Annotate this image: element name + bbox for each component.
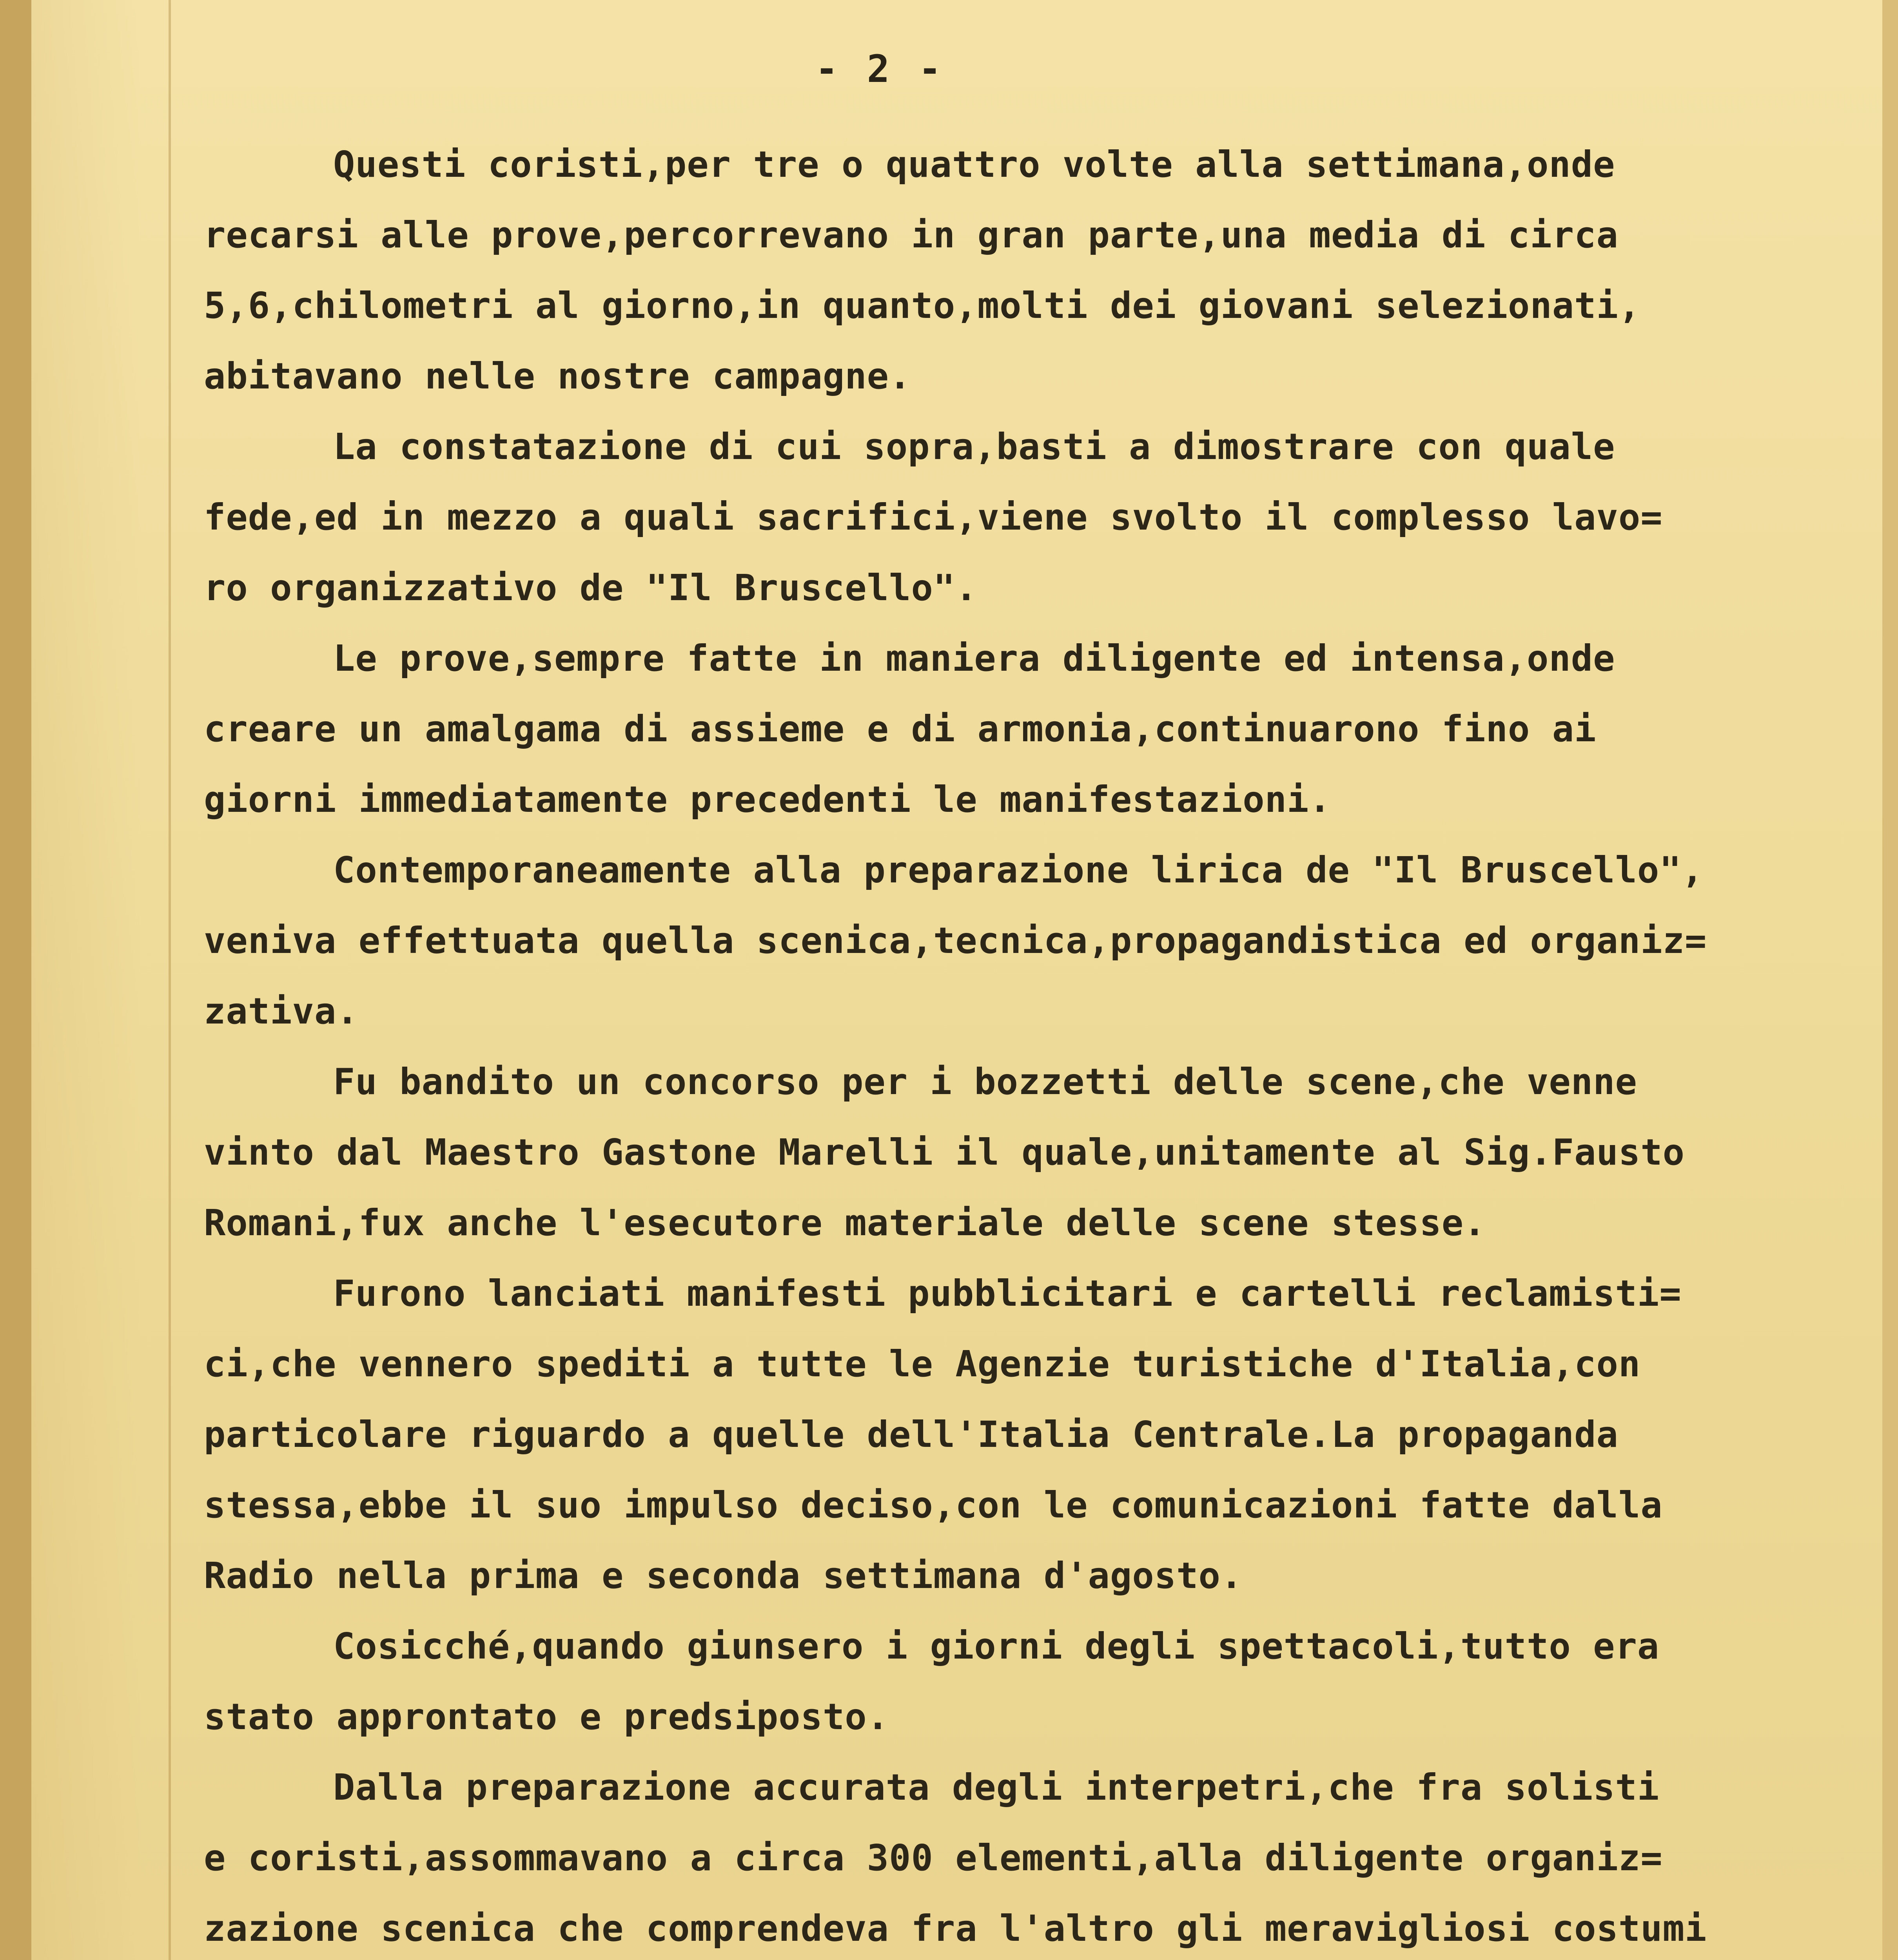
text-line: Questi coristi,per tre o quattro volte alla settimana,onde: [333, 143, 1615, 185]
text-line: zativa.: [204, 990, 359, 1032]
text-line: Furono lanciati manifesti pubblicitari e cartelli reclamisti=: [333, 1272, 1682, 1314]
text-line: veniva effettuata quella scenica,tecnica,propagandistica ed organiz=: [204, 920, 1707, 962]
text-line: Le prove,sempre fatte in maniera diligente ed intensa,onde: [333, 637, 1615, 679]
text-line: La constatazione di cui sopra,basti a dimostrare con quale: [333, 426, 1615, 468]
text-line: Romani,fux anche l'esecutore materiale delle scene stesse.: [204, 1202, 1486, 1244]
text-line: Fu bandito un concorso per i bozzetti delle scene,che venne: [333, 1061, 1637, 1103]
page-number: - 2 -: [815, 47, 944, 91]
text-line: 5,6,chilometri al giorno,in quanto,molti dei giovani selezionati,: [204, 285, 1641, 327]
typed-body-text: [204, 129, 1819, 1960]
text-line: Contemporaneamente alla preparazione lirica de "Il Bruscello",: [333, 849, 1704, 891]
text-line: stato approntato e predsiposto.: [204, 1696, 889, 1738]
text-line: Cosicché,quando giunsero i giorni degli spettacoli,tutto era: [333, 1625, 1660, 1667]
text-line: e coristi,assommavano a circa 300 elementi,alla diligente organiz=: [204, 1837, 1663, 1879]
text-line: Dalla preparazione accurata degli interpetri,che fra solisti: [333, 1766, 1660, 1808]
text-line: zazione scenica che comprendeva fra l'altro gli meravigliosi costumi: [204, 1907, 1707, 1949]
text-line: abitavano nelle nostre campagne.: [204, 355, 911, 397]
text-line: stessa,ebbe il suo impulso deciso,con le comunicazioni fatte dalla: [204, 1484, 1663, 1526]
text-line: recarsi alle prove,percorrevano in gran parte,una media di circa: [204, 214, 1619, 256]
text-line: giorni immediatamente precedenti le manifestazioni.: [204, 779, 1331, 820]
text-line: ro organizzativo de "Il Bruscello".: [204, 567, 978, 609]
paper-left-edge: [0, 0, 31, 1960]
text-line: Radio nella prima e seconda settimana d'agosto.: [204, 1555, 1243, 1597]
text-line: creare un amalgama di assieme e di armonia,continuarono fino ai: [204, 708, 1597, 750]
text-line: vinto dal Maestro Gastone Marelli il quale,unitamente al Sig.Fausto: [204, 1131, 1685, 1173]
text-line: particolare riguardo a quelle dell'Italia Centrale.La propaganda: [204, 1414, 1619, 1455]
paper-fold-line: [169, 0, 171, 1960]
paper-right-edge: [1882, 0, 1898, 1960]
text-line: fede,ed in mezzo a quali sacrifici,viene svolto il complesso lavo=: [204, 496, 1663, 538]
text-line: ci,che vennero spediti a tutte le Agenzie turistiche d'Italia,con: [204, 1343, 1641, 1385]
